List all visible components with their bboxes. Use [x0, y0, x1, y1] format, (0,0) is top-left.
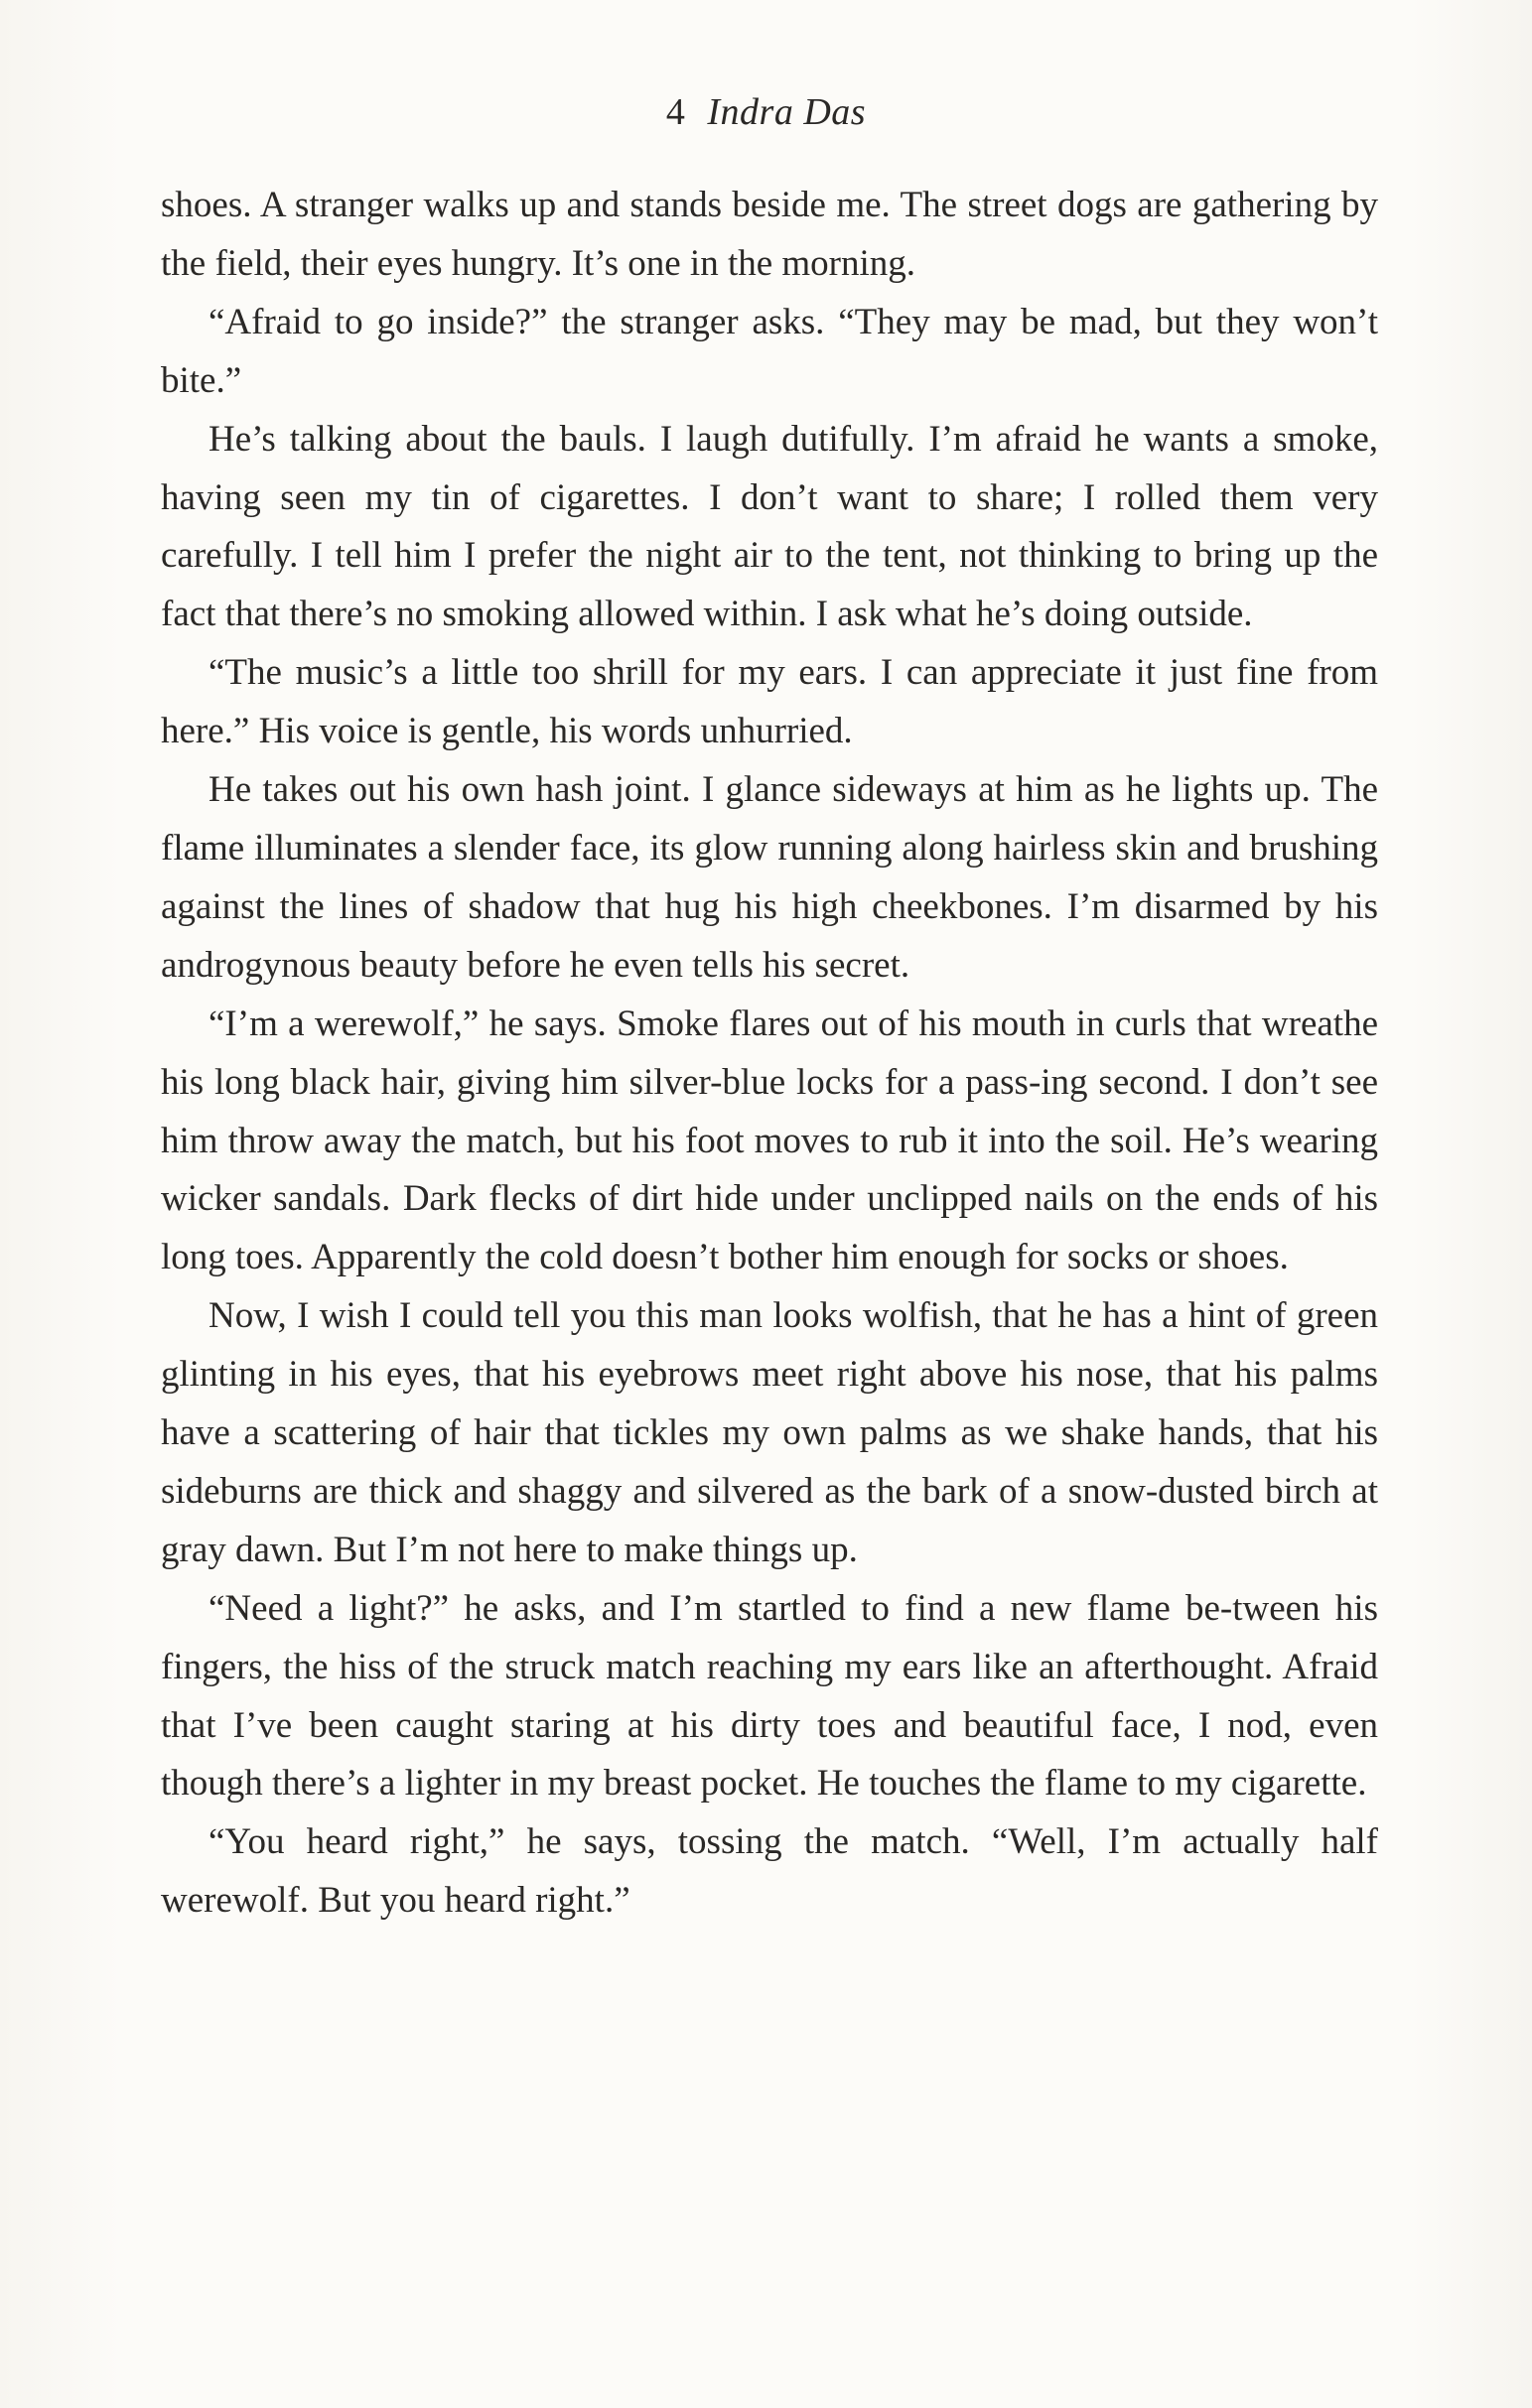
- page-number: 4: [665, 91, 686, 133]
- paragraph: “Afraid to go inside?” the stranger asks. “They may be mad, but they won’t bite.”: [161, 301, 1378, 401]
- paragraph: “The music’s a little too shrill for my ears. I can appreciate it just fine from here.” His voice is gentle, his words unhurried.: [161, 652, 1378, 752]
- author-name: Indra Das: [707, 91, 867, 133]
- paragraph: “I’m a werewolf,” he says. Smoke flares out of his mouth in curls that wreathe his long black hair, giving him silver-blue locks for a pass-ing second. I don’t see him throw away the match, but his foot moves to rub it into the soil. He’s wearing wicker sandals. Dark flecks of dirt hide under unclipped nails on the ends of his long toes. Apparently the cold doesn’t bother him enough for socks or shoes.: [161, 1003, 1378, 1278]
- body-text: [161, 177, 1378, 1931]
- running-header: [0, 85, 1532, 139]
- paragraph: He takes out his own hash joint. I glance sideways at him as he lights up. The flame illuminates a slender face, its glow running along hairless skin and brushing against the lines of shadow that hug his high cheekbones. I’m disarmed by his androgynous beauty before he even tells his secret.: [161, 769, 1378, 986]
- paragraph: “You heard right,” he says, tossing the match. “Well, I’m actually half werewolf. But you heard right.”: [161, 1821, 1378, 1922]
- paragraph: Now, I wish I could tell you this man looks wolfish, that he has a hint of green glinting in his eyes, that his eyebrows meet right above his nose, that his palms have a scattering of hair that tickles my own palms as we shake hands, that his sideburns are thick and shaggy and silvered as the bark of a snow-dusted birch at gray dawn. But I’m not here to make things up.: [161, 1295, 1378, 1570]
- paragraph: shoes. A stranger walks up and stands beside me. The street dogs are gathering by the field, their eyes hungry. It’s one in the morning.: [161, 185, 1378, 284]
- paragraph: “Need a light?” he asks, and I’m startled to find a new flame be-tween his fingers, the hiss of the struck match reaching my ears like an afterthought. Afraid that I’ve been caught staring at his dirty toes and beautiful face, I nod, even though there’s a lighter in my breast pocket. He touches the flame to my cigarette.: [161, 1587, 1378, 1805]
- paragraph: He’s talking about the bauls. I laugh dutifully. I’m afraid he wants a smoke, having seen my tin of cigarettes. I don’t want to share; I rolled them very carefully. I tell him I prefer the night air to the tent, not thinking to bring up the fact that there’s no smoking allowed within. I ask what he’s doing outside.: [161, 418, 1378, 635]
